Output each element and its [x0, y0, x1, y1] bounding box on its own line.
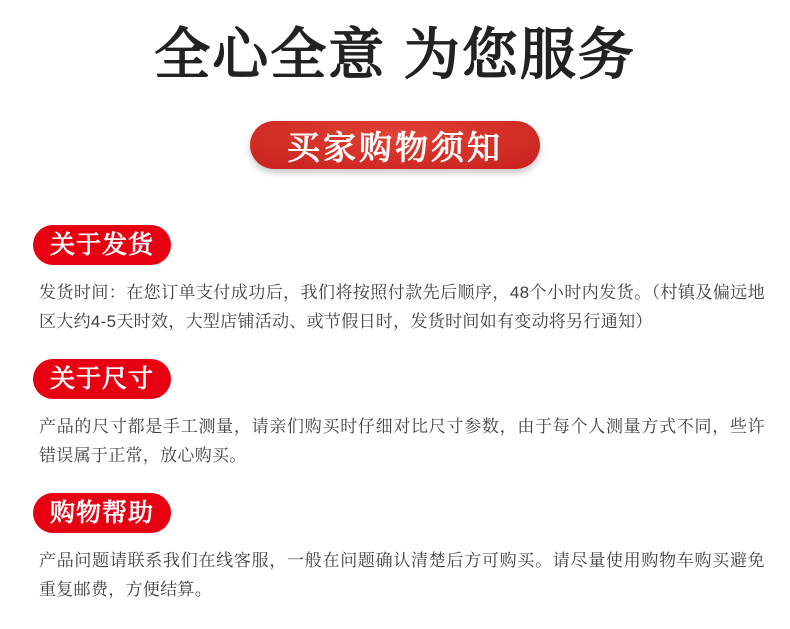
section-help: [33, 493, 765, 604]
section-size-text: 产品的尺寸都是手工测量，请亲们购买时仔细对比尺寸参数，由于每个人测量方式不同，些许错误属于正常，放心购买。: [39, 417, 765, 465]
section-shipping: [33, 225, 765, 336]
notice-content: [0, 225, 790, 604]
page-title: 全心全意 为您服务: [154, 23, 636, 86]
section-size-label: 关于尺寸: [33, 359, 171, 399]
buyer-notice-banner-label: 买家购物须知: [287, 128, 503, 166]
buyer-notice-banner: [250, 121, 540, 169]
section-shipping-label: 关于发货: [33, 225, 171, 265]
section-help-label: 购物帮助: [33, 493, 171, 533]
section-size: [33, 359, 765, 470]
section-shipping-text: 发货时间：在您订单支付成功后，我们将按照付款先后顺序，48个小时内发货。（村镇及偏远地区大约4-5天时效，大型店铺活动、或节假日时，发货时间如有变动将另行通知）: [39, 283, 765, 331]
section-help-text: 产品问题请联系我们在线客服，一般在问题确认清楚后方可购买。请尽量使用购物车购买避免重复邮费，方便结算。: [39, 551, 765, 599]
